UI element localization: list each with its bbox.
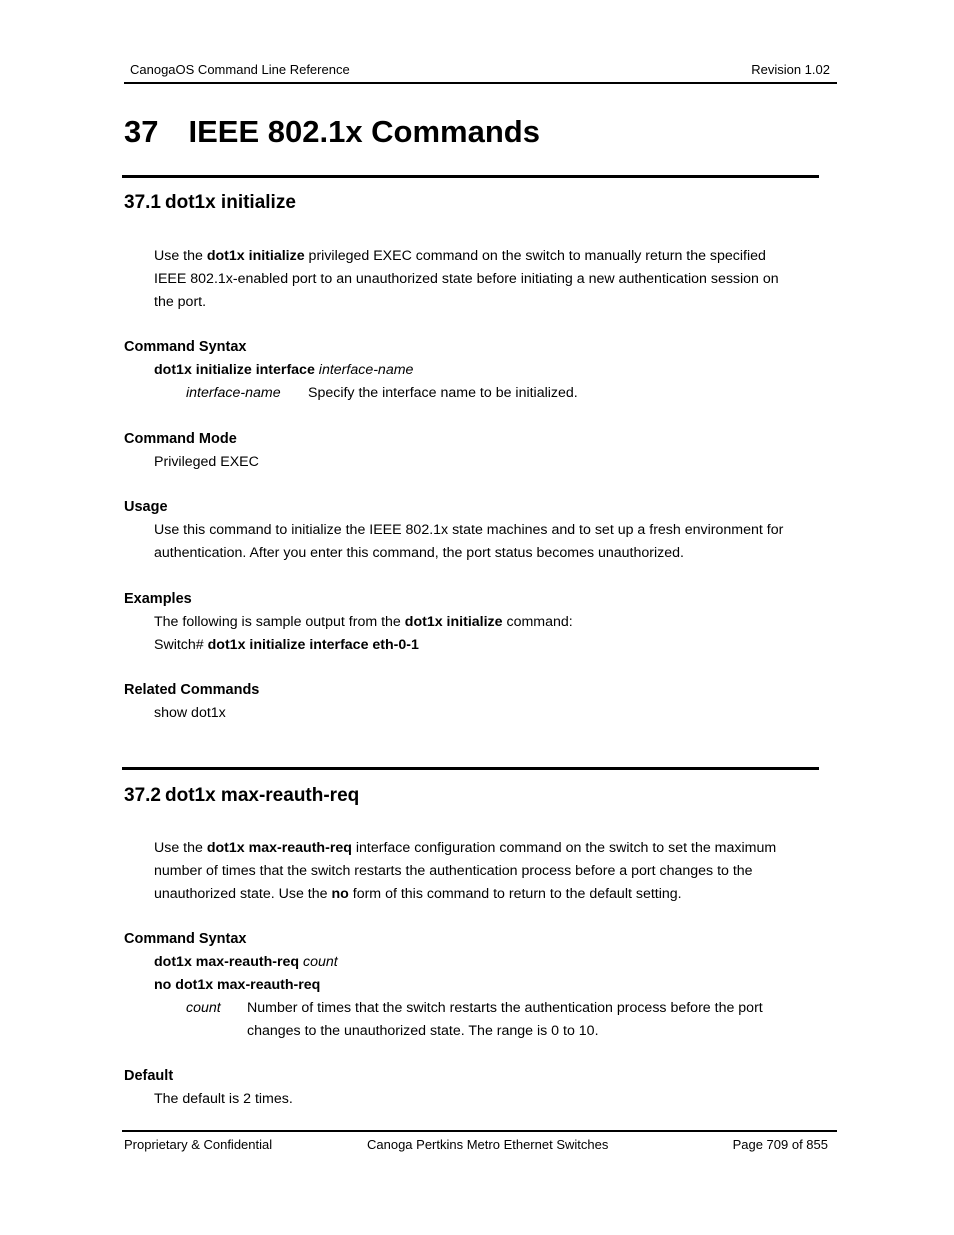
section-title: dot1x max-reauth-req (164, 785, 360, 806)
parameter-name: count (186, 1000, 221, 1016)
intro-line: Use the dot1x initialize privileged EXEC command on the switch to manually return the specified (154, 248, 766, 264)
usage-paragraph (154, 519, 783, 565)
intro-line: unauthorized state. Use the no form of this command to return to the default setting. (154, 886, 682, 902)
intro-line: Use the dot1x max-reauth-req interface configuration command on the switch to set the maximum (154, 840, 777, 856)
cli-prompt: Switch# (154, 637, 208, 653)
cli-command: dot1x initialize interface eth-0-1 (207, 637, 419, 653)
footer-confidential: Proprietary & Confidential (124, 1137, 273, 1152)
syntax-command: dot1x max-reauth-req (154, 954, 300, 970)
command-syntax-label: Command Syntax (124, 931, 247, 947)
section-intro-paragraph (154, 837, 776, 906)
parameter-name: interface-name (186, 385, 281, 401)
intro-line: IEEE 802.1x-enabled port to an unauthorized state before initiating a new authentication session on (154, 271, 779, 287)
intro-line: number of times that the switch restarts the authentication process before a port changes to the (154, 863, 753, 879)
related-command-item: show dot1x (154, 705, 226, 721)
example-command (154, 634, 573, 657)
intro-line: the port. (154, 294, 207, 310)
default-label: Default (124, 1068, 174, 1084)
command-name: dot1x initialize (206, 248, 305, 264)
chapter-title (124, 114, 540, 150)
usage-line: Use this command to initialize the IEEE 802.1x state machines and to set up a fresh environment for (154, 522, 784, 538)
section-intro-paragraph (154, 245, 779, 314)
footer-page-number: Page 709 of 855 (732, 1137, 828, 1152)
header-rule (124, 82, 837, 84)
footer-product-line: Canoga Pertkins Metro Ethernet Switches (367, 1137, 609, 1152)
section-number: 37.2 (124, 785, 161, 806)
examples-label: Examples (124, 591, 192, 607)
syntax-parameter: interface-name (318, 362, 414, 378)
chapter-rule (122, 175, 819, 178)
section-number: 37.1 (124, 192, 161, 213)
command-name: dot1x max-reauth-req (206, 840, 352, 856)
section-heading-37-1 (124, 192, 296, 214)
chapter-number: 37 (124, 114, 159, 149)
header-doc-title: CanogaOS Command Line Reference (130, 62, 350, 77)
command-mode-value: Privileged EXEC (154, 454, 259, 470)
examples-block (154, 611, 573, 657)
default-value: The default is 2 times. (154, 1091, 293, 1107)
chapter-title-text: IEEE 802.1x Commands (188, 114, 540, 149)
section-heading-37-2 (124, 785, 359, 807)
syntax-command: no dot1x max-reauth-req (154, 977, 321, 993)
section-rule (122, 767, 819, 770)
usage-line: authentication. After you enter this command, the port status becomes unauthorized. (154, 545, 684, 561)
parameter-description: Number of times that the switch restarts the authentication process before the port changes to the unauthorized state. The range is 0 to 10. (247, 1000, 763, 1039)
command-syntax-line (154, 974, 338, 997)
command-syntax-block (154, 951, 338, 997)
example-description: The following is sample output from the dot1x initialize command: (154, 614, 573, 630)
syntax-parameter: count (303, 954, 338, 970)
command-syntax-label: Command Syntax (124, 339, 247, 355)
section-title: dot1x initialize (164, 192, 296, 213)
footer-rule (122, 1130, 837, 1132)
command-syntax-line (154, 359, 413, 382)
related-commands-label: Related Commands (124, 682, 260, 698)
command-syntax-line (154, 951, 338, 974)
header-revision: Revision 1.02 (751, 62, 830, 77)
syntax-command: dot1x initialize interface (154, 362, 315, 378)
parameter-description: Specify the interface name to be initialized. (308, 385, 578, 401)
command-mode-label: Command Mode (124, 431, 237, 447)
usage-label: Usage (124, 499, 168, 515)
